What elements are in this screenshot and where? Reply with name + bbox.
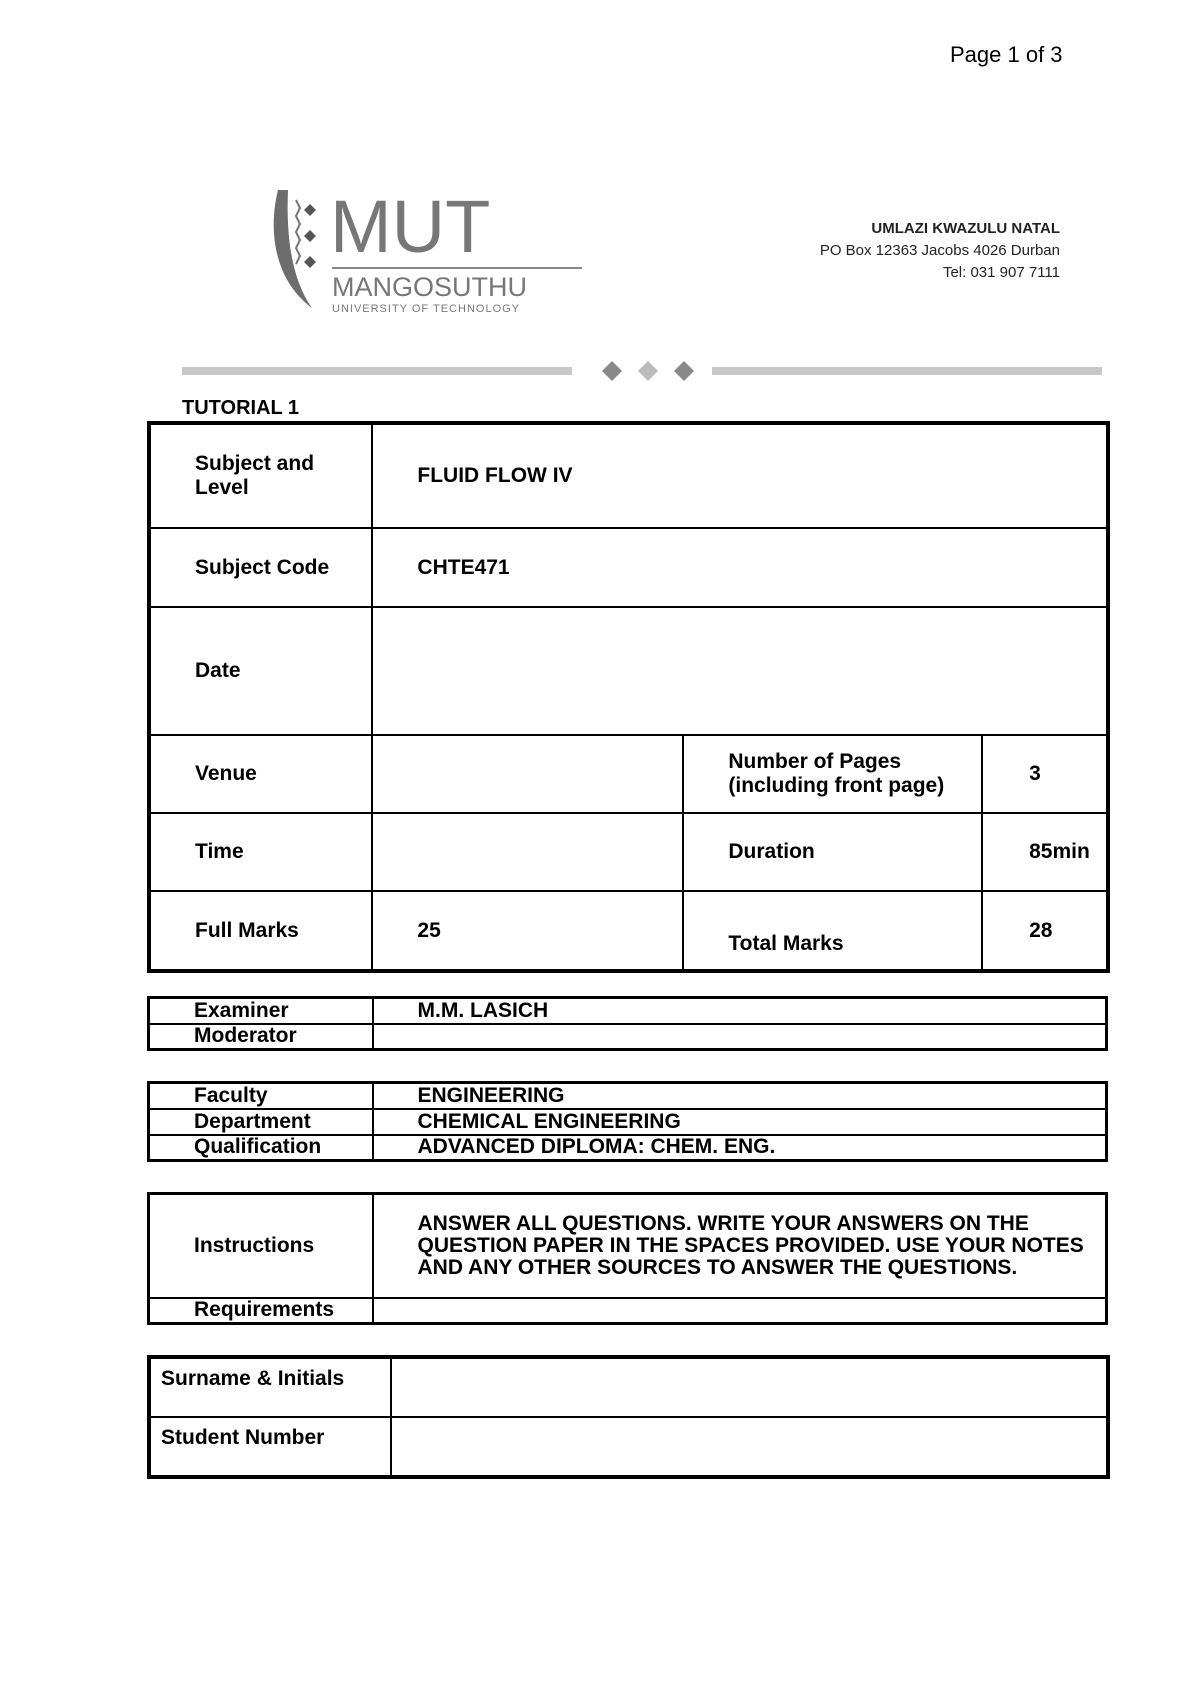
examiner-value: M.M. LASICH xyxy=(373,998,1107,1024)
instructions-value: ANSWER ALL QUESTIONS. WRITE YOUR ANSWERS ON THE QUESTION PAPER IN THE SPACES PROVIDED. USE YOUR NOTES AND ANY OTHER SOURCES TO ANSWER THE QUESTIONS. xyxy=(373,1194,1107,1298)
exam-info-table xyxy=(147,421,1110,973)
pages-label-line2: (including front page) xyxy=(728,774,945,797)
svg-text:UNIVERSITY OF TECHNOLOGY: UNIVERSITY OF TECHNOLOGY xyxy=(332,303,521,315)
pages-value: 3 xyxy=(982,735,1108,813)
address-line-1: UMLAZI KWAZULU NATAL xyxy=(871,220,1060,237)
address-line-3: Tel: 031 907 7111 xyxy=(942,264,1060,281)
faculty-table xyxy=(147,1081,1108,1162)
moderator-value xyxy=(373,1024,1107,1050)
surname-field[interactable] xyxy=(391,1357,1108,1417)
surname-label: Surname & Initials xyxy=(149,1357,391,1417)
decorative-divider xyxy=(182,358,1102,384)
svg-text:MUT: MUT xyxy=(330,190,491,268)
full-marks-label: Full Marks xyxy=(149,891,372,971)
student-number-field[interactable] xyxy=(391,1417,1108,1477)
subject-code-value: CHTE471 xyxy=(372,528,1108,607)
department-value: CHEMICAL ENGINEERING xyxy=(373,1109,1107,1135)
examiner-label: Examiner xyxy=(149,998,373,1024)
instructions-label: Instructions xyxy=(149,1194,373,1298)
student-table xyxy=(147,1355,1110,1479)
total-marks-value: 28 xyxy=(982,891,1108,971)
faculty-value: ENGINEERING xyxy=(373,1083,1107,1109)
date-value xyxy=(372,607,1108,735)
moderator-label: Moderator xyxy=(149,1024,373,1050)
svg-text:MANGOSUTHU: MANGOSUTHU xyxy=(332,272,527,302)
duration-value: 85min xyxy=(982,813,1108,891)
venue-label: Venue xyxy=(149,735,372,813)
address-line-2: PO Box 12363 Jacobs 4026 Durban xyxy=(819,242,1060,259)
qualification-value: ADVANCED DIPLOMA: CHEM. ENG. xyxy=(373,1135,1107,1161)
pages-label-line1: Number of Pages xyxy=(728,750,902,773)
qualification-label: Qualification xyxy=(149,1135,373,1161)
venue-value xyxy=(372,735,683,813)
pages-label xyxy=(683,735,982,813)
subject-code-label: Subject Code xyxy=(149,528,372,607)
time-label: Time xyxy=(149,813,372,891)
mut-logo xyxy=(270,190,590,320)
tutorial-title: TUTORIAL 1 xyxy=(182,397,300,419)
instructions-table xyxy=(147,1192,1108,1325)
subject-value: FLUID FLOW IV xyxy=(372,423,1108,528)
address-block xyxy=(820,218,1060,284)
student-number-label: Student Number xyxy=(149,1417,391,1477)
faculty-label: Faculty xyxy=(149,1083,373,1109)
requirements-label: Requirements xyxy=(149,1298,373,1324)
subject-label: Subject and Level xyxy=(149,423,372,528)
time-value xyxy=(372,813,683,891)
examiner-table xyxy=(147,996,1108,1051)
department-label: Department xyxy=(149,1109,373,1135)
date-label: Date xyxy=(149,607,372,735)
total-marks-label: Total Marks xyxy=(683,891,982,971)
requirements-value xyxy=(373,1298,1107,1324)
page-number: Page 1 of 3 xyxy=(950,42,1063,67)
full-marks-value: 25 xyxy=(372,891,683,971)
duration-label: Duration xyxy=(683,813,982,891)
